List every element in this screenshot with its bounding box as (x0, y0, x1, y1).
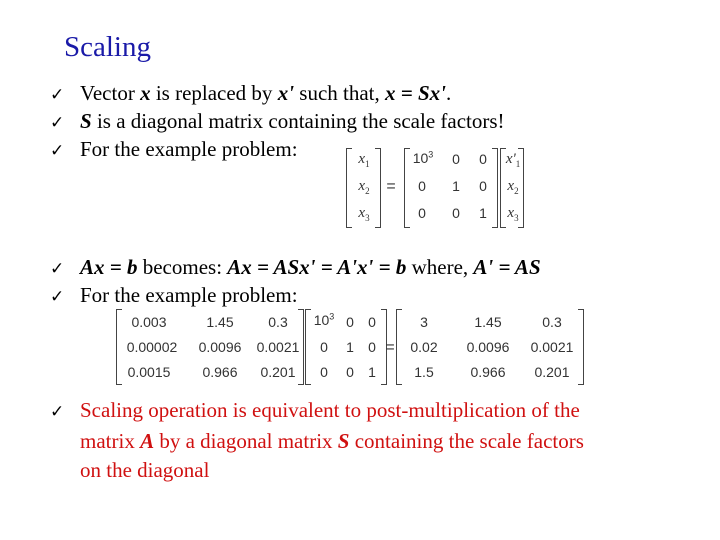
matrix-cell: 0 (346, 364, 354, 380)
check-mark-icon: ✓ (50, 287, 65, 307)
matrix-cell: 1.5 (414, 364, 434, 380)
matrix-cell: 0 (346, 314, 354, 330)
bullet-vector-replacement: ✓ Vector x is replaced by x' such that, x = Sx'. (50, 81, 451, 108)
equals-sign: = (386, 178, 396, 195)
slide-title: Scaling (64, 31, 151, 63)
x1-prime-label: $x'_1$ (505, 151, 521, 169)
x2-label: $x_2$ (358, 178, 370, 196)
matrix-cell: 1 (479, 205, 487, 221)
bullet-ax-equals-b: ✓ Ax = b becomes: Ax = ASx' = A'x' = b where, A' = AS (50, 255, 541, 282)
matrix-cell: 0.0021 (530, 339, 574, 355)
check-mark-icon: ✓ (50, 85, 65, 105)
matrix-cell: 1 (452, 178, 460, 194)
matrix-cell: 0.3 (542, 314, 562, 330)
matrix-cell: 1 (346, 339, 354, 355)
check-mark-icon: ✓ (50, 259, 65, 279)
x3-prime-label: $x_3$ (507, 205, 519, 223)
x3-label: $x_3$ (358, 205, 370, 223)
bullet-scaling-post-multiplication: ✓ Scaling operation is equivalent to post-multiplication of the matrix A by a diagonal matrix S containing the scale factors on the diagonal (50, 398, 584, 482)
matrix-cell: 0 (368, 314, 376, 330)
matrix-cell: 0 (368, 339, 376, 355)
bracket-right (578, 309, 584, 385)
matrix-cell: 0.0096 (466, 339, 510, 355)
matrix-cell: 0 (452, 151, 460, 167)
matrix-cell: 1 (368, 364, 376, 380)
matrix-cell: $10^3$ (412, 149, 434, 166)
check-mark-icon: ✓ (50, 141, 65, 161)
matrix-cell: 0 (479, 178, 487, 194)
matrix-cell: 0 (479, 151, 487, 167)
matrix-cell: 0.966 (202, 364, 238, 380)
matrix-cell: 0.966 (470, 364, 506, 380)
matrix-cell: 0.201 (260, 364, 296, 380)
matrix-cell: 0.0096 (198, 339, 242, 355)
matrix-cell: 0.00002 (126, 339, 178, 355)
matrix-cell: 0 (320, 339, 328, 355)
matrix-cell: 0.3 (268, 314, 288, 330)
matrix-cell: 1.45 (206, 314, 234, 330)
check-mark-icon: ✓ (50, 402, 65, 422)
matrix-cell: 0 (452, 205, 460, 221)
matrix-cell: 0.201 (534, 364, 570, 380)
matrix-cell: 0.003 (131, 314, 167, 330)
matrix-cell: 0.0021 (256, 339, 300, 355)
bullet-example-problem-1: ✓ For the example problem: (50, 137, 298, 164)
matrix-cell: 0.0015 (127, 364, 171, 380)
matrix-cell: 1.45 (474, 314, 502, 330)
matrix-cell: 3 (420, 314, 428, 330)
matrix-cell: 0 (320, 364, 328, 380)
x1-label: $x_1$ (358, 151, 370, 169)
bullet-example-problem-2: ✓ For the example problem: (50, 283, 298, 310)
bullet-diagonal-matrix: ✓ S is a diagonal matrix containing the scale factors! (50, 109, 505, 136)
matrix-cell: $10^3$ (313, 311, 335, 328)
x2-prime-label: $x_2$ (507, 178, 519, 196)
matrix-cell: 0 (418, 178, 426, 194)
matrix-cell: 0.02 (410, 339, 438, 355)
matrix-cell: 0 (418, 205, 426, 221)
equals-sign: = (385, 339, 395, 356)
check-mark-icon: ✓ (50, 113, 65, 133)
